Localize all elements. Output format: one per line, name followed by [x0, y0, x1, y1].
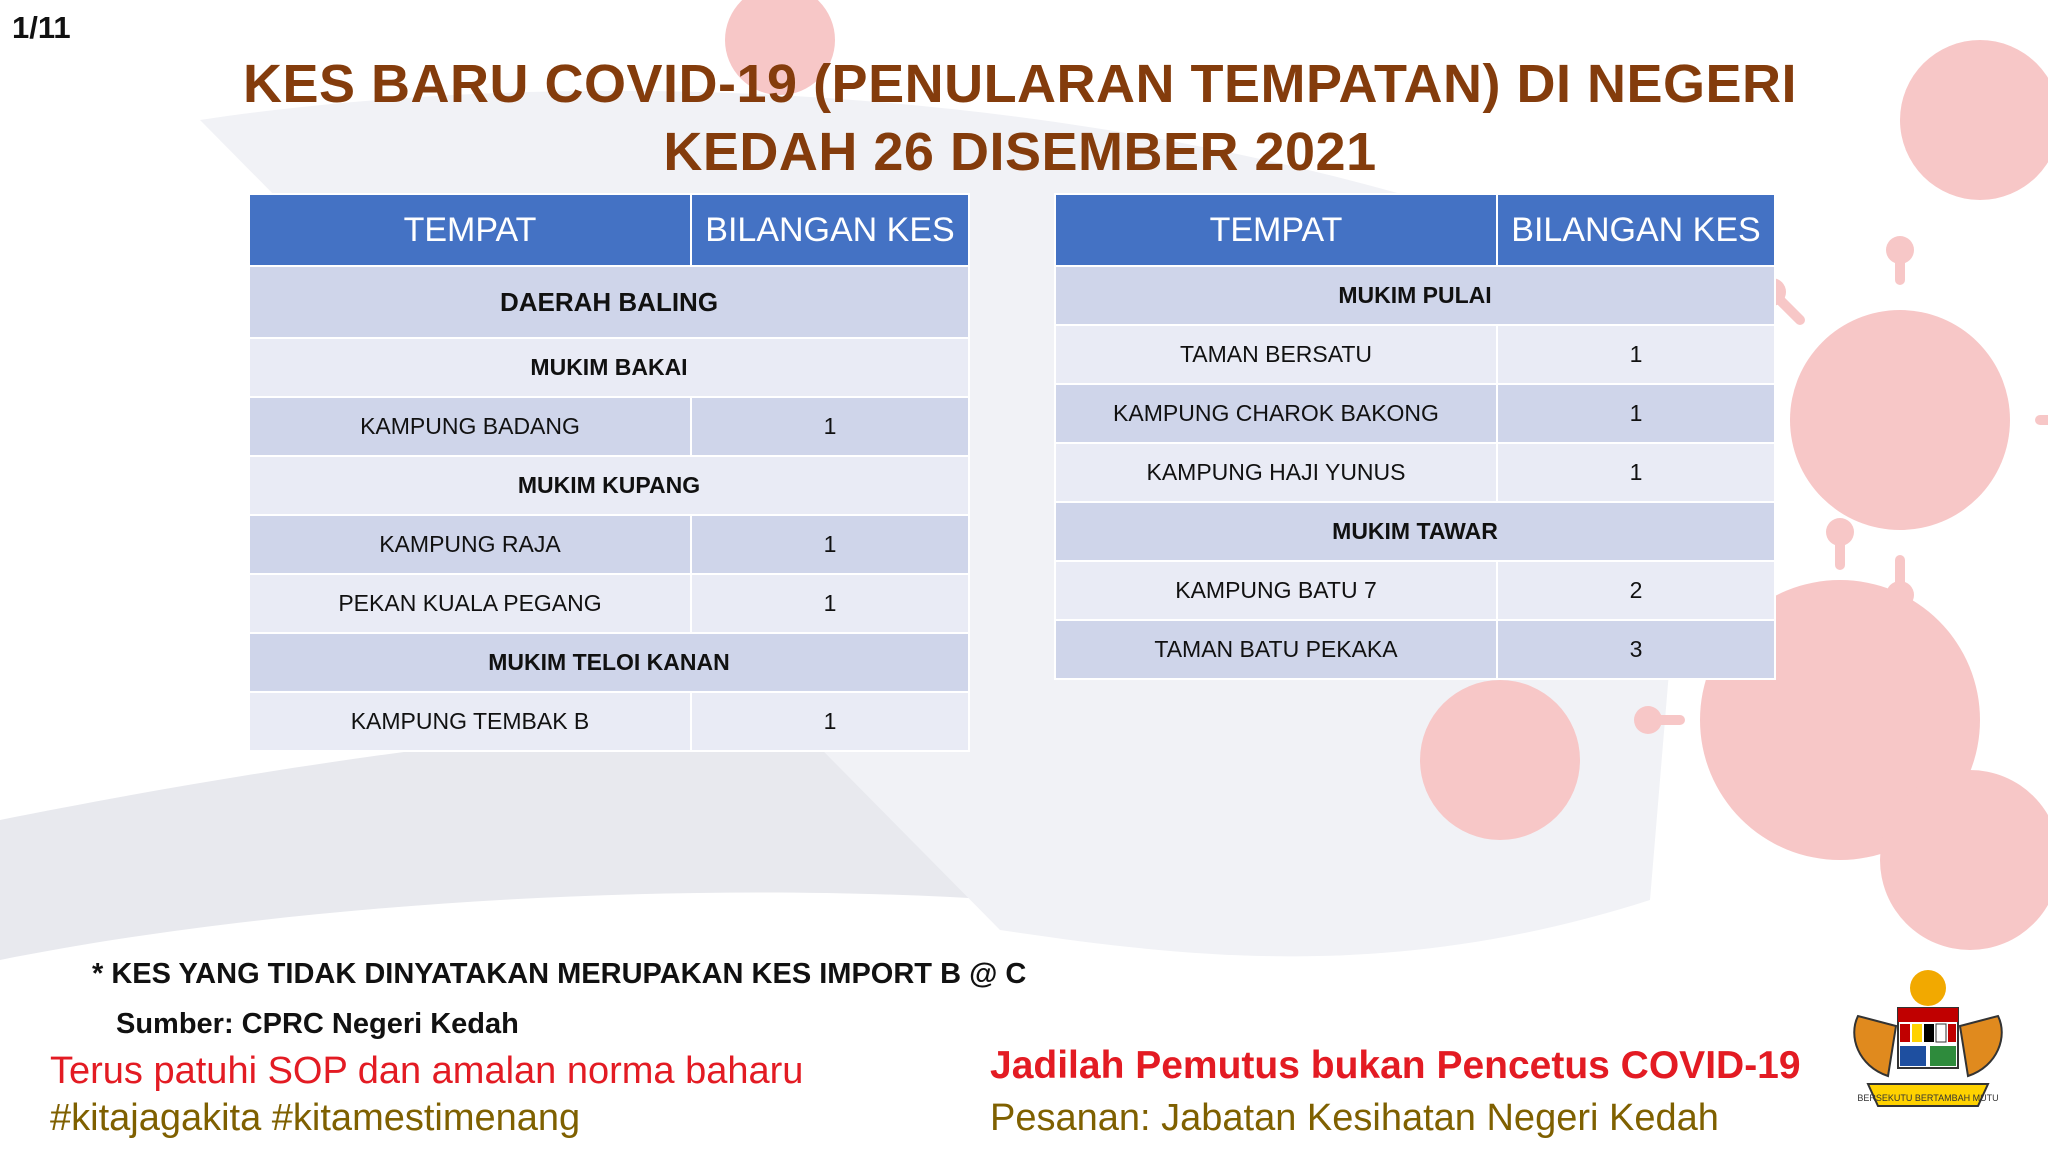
mukim-row	[249, 338, 969, 397]
header-row	[1055, 194, 1775, 266]
place-cell: KAMPUNG RAJA	[249, 515, 691, 574]
place-cell: KAMPUNG BATU 7	[1055, 561, 1497, 620]
mukim-label: MUKIM TAWAR	[1055, 502, 1775, 561]
page-title	[180, 50, 1860, 186]
place-cell: KAMPUNG HAJI YUNUS	[1055, 443, 1497, 502]
table-row	[1055, 443, 1775, 502]
right-case-table	[1054, 193, 1776, 680]
mukim-row	[249, 456, 969, 515]
cases-cell: 1	[691, 397, 969, 456]
place-cell: KAMPUNG TEMBAK B	[249, 692, 691, 751]
cases-cell: 1	[691, 574, 969, 633]
place-cell: KAMPUNG BADANG	[249, 397, 691, 456]
table-row	[1055, 325, 1775, 384]
place-cell: KAMPUNG CHAROK BAKONG	[1055, 384, 1497, 443]
svg-text:BERSEKUTU BERTAMBAH MUTU: BERSEKUTU BERTAMBAH MUTU	[1857, 1093, 1999, 1103]
district-label: DAERAH BALING	[249, 266, 969, 338]
mukim-label: MUKIM BAKAI	[249, 338, 969, 397]
mukim-row	[1055, 502, 1775, 561]
column-header-cases: BILANGAN KES	[691, 194, 969, 266]
cases-cell: 2	[1497, 561, 1775, 620]
table-row	[1055, 561, 1775, 620]
table-row	[249, 574, 969, 633]
cases-cell: 1	[1497, 443, 1775, 502]
malaysia-coat-of-arms-icon	[1828, 966, 2028, 1116]
table-row	[1055, 620, 1775, 679]
sop-slogan: Terus patuhi SOP dan amalan norma baharu	[50, 1050, 804, 1092]
district-row	[249, 266, 969, 338]
cases-cell: 1	[691, 692, 969, 751]
table-row	[249, 397, 969, 456]
mukim-label: MUKIM PULAI	[1055, 266, 1775, 325]
table-row	[249, 692, 969, 751]
mukim-row	[1055, 266, 1775, 325]
page-number: 1/11	[12, 10, 71, 45]
title-line-2: KEDAH 26 DISEMBER 2021	[663, 122, 1377, 182]
motto: Jadilah Pemutus bukan Pencetus COVID-19	[990, 1044, 1801, 1087]
column-header-cases: BILANGAN KES	[1497, 194, 1775, 266]
left-case-table	[248, 193, 970, 752]
title-line-1: KES BARU COVID-19 (PENULARAN TEMPATAN) DI NEGERI	[242, 54, 1798, 114]
header-row	[249, 194, 969, 266]
column-header-place: TEMPAT	[1055, 194, 1497, 266]
place-cell: TAMAN BATU PEKAKA	[1055, 620, 1497, 679]
mukim-label: MUKIM TELOI KANAN	[249, 633, 969, 692]
cases-cell: 3	[1497, 620, 1775, 679]
mukim-row	[249, 633, 969, 692]
message-credit: Pesanan: Jabatan Kesihatan Negeri Kedah	[990, 1097, 1719, 1139]
table-row	[1055, 384, 1775, 443]
column-header-place: TEMPAT	[249, 194, 691, 266]
import-note: * KES YANG TIDAK DINYATAKAN MERUPAKAN KES IMPORT B @ C	[92, 958, 1027, 990]
mukim-label: MUKIM KUPANG	[249, 456, 969, 515]
hashtags: #kitajagakita #kitamestimenang	[50, 1097, 581, 1139]
place-cell: PEKAN KUALA PEGANG	[249, 574, 691, 633]
place-cell: TAMAN BERSATU	[1055, 325, 1497, 384]
table-row	[249, 515, 969, 574]
cases-cell: 1	[1497, 325, 1775, 384]
source-label: Sumber: CPRC Negeri Kedah	[116, 1008, 519, 1040]
cases-cell: 1	[691, 515, 969, 574]
cases-cell: 1	[1497, 384, 1775, 443]
